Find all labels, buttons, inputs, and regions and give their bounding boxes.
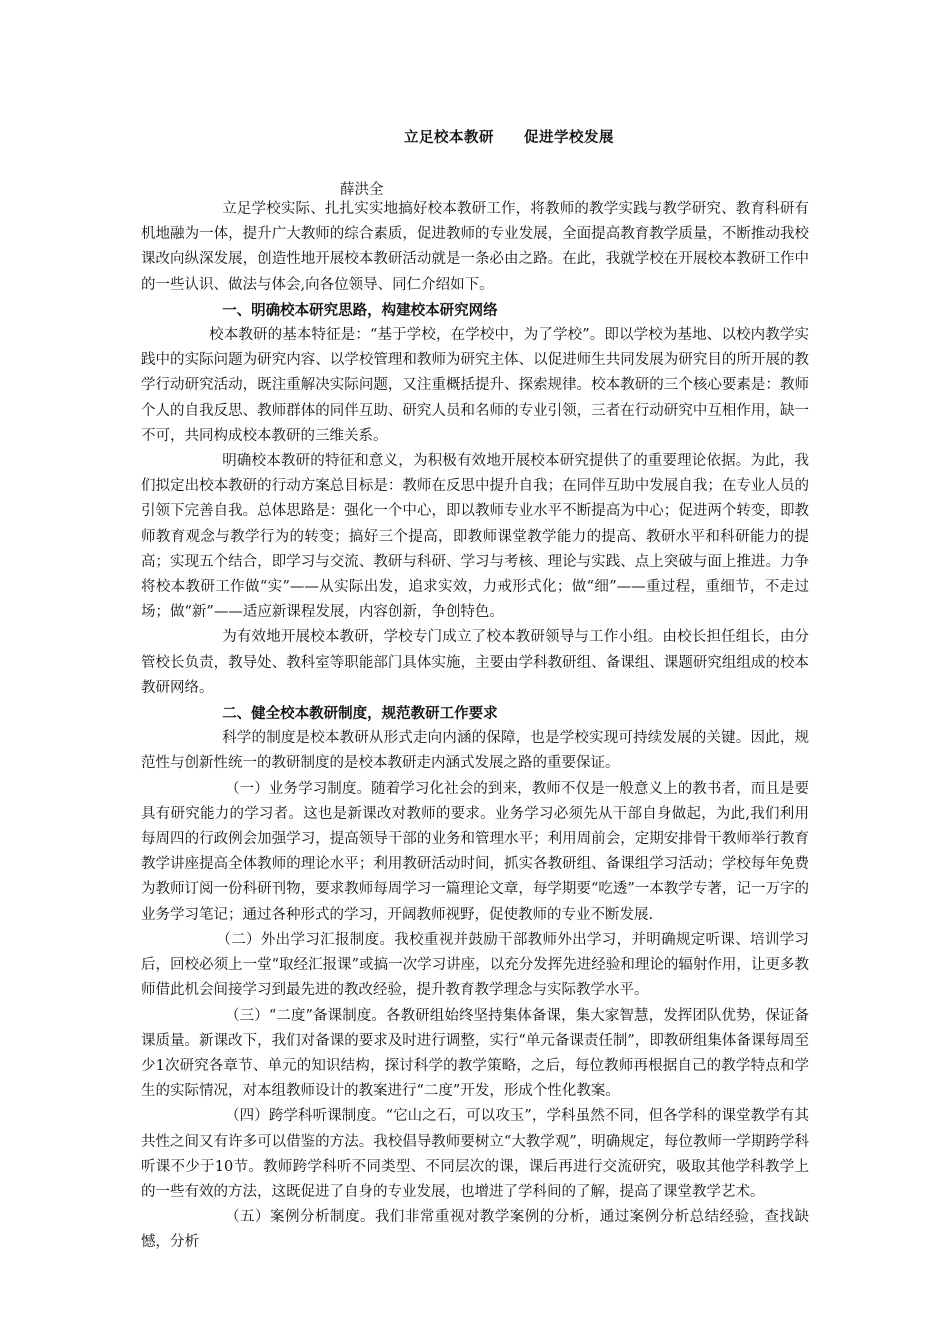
- section-2-paragraph-4: （三）“二度”备课制度。各教研组始终坚持集体备课，集大家智慧，发挥团队优势，保证备课质量。新课改下，我们对备课的要求及时进行调整，实行“单元备课责任制”，即教研组集体备课每周至少1次研究各章节、单元的知识结构，探讨科学的教学策略，之后，每位教师再根据自己的教学特点和学生的实际情况，对本组教师设计的教案进行“二度”开发，形成个性化教案。: [141, 1007, 809, 1100]
- section-1-paragraph-3: 为有效地开展校本教研，学校专门成立了校本教研领导与工作小组。由校长担任组长，由分管校长负责，教导处、教科室等职能部门具体实施，主要由学科教研组、备课组、课题研究组组成的校本教研网络。: [141, 629, 809, 696]
- section-2-paragraph-2: （一）业务学习制度。随着学习化社会的到来，教师不仅是一般意义上的教书者，而且是要具有研究能力的学习者。这也是新课改对教师的要求。业务学习必须先从干部自身做起，为此,我们利用每周四的行政例会加强学习，提高领导干部的业务和管理水平；利用周前会，定期安排骨干教师举行教育教学讲座提高全体教师的理论水平；利用教研活动时间，抓实各教研组、备课组学习活动；学校每年免费为教师订阅一份科研刊物，要求教师每周学习一篇理论文章，每学期要“吃透”一本教学专著，记一万字的业务学习笔记；通过各种形式的学习，开阔教师视野，促使教师的专业不断发展.: [141, 780, 809, 923]
- section-1-paragraph-2: 明确校本教研的特征和意义，为积极有效地开展校本研究提供了的重要理论依据。为此，我们拟定出校本教研的行动方案总目标是：教师在反思中提升自我；在同伴互助中发展自我；在专业人员的引领下完善自我。总体思路是：强化一个中心，即以教师专业水平不断提高为中心；促进两个转变，即教师教育观念与教学行为的转变；搞好三个提高，即教师课堂教学能力的提高、教研水平和科研能力的提高；实现五个结合，即学习与交流、教研与科研、学习与考核、理论与实践、点上突破与面上推进。力争将校本教研工作做“实”——从实际出发，追求实效，力戒形式化；做“细”——重过程，重细节，不走过场；做“新”——适应新课程发展，内容创新，争创特色。: [141, 453, 809, 621]
- document-title: 立足校本教研 促进学校发展: [404, 129, 614, 146]
- section-2-heading: 二、健全校本教研制度，规范教研工作要求: [222, 705, 498, 723]
- intro-paragraph: 立足学校实际、扎扎实实地搞好校本教研工作，将教师的教学实践与教学研究、教育科研有机地融为一体，提升广大教师的综合素质，促进教师的专业发展，全面提高教育教学质量，不断推动我校课改向纵深发展，创造性地开展校本教研活动就是一条必由之路。在此，我就学校在开展校本教研工作中的一些认识、做法与体会,向各位领导、同仁介绍如下。: [141, 201, 809, 293]
- section-2-paragraph-5: （四）跨学科听课制度。“它山之石，可以攻玉”，学科虽然不同，但各学科的课堂教学有其共性之间又有许多可以借鉴的方法。我校倡导教师要树立“大教学观”，明确规定，每位教师一学期跨学科听课不少于10节。教师跨学科听不同类型、不同层次的课，课后再进行交流研究，吸取其他学科教学上的一些有效的方法，这既促进了自身的专业发展，也增进了学科间的了解，提高了课堂教学艺术。: [141, 1108, 809, 1200]
- section-1-paragraph-1: 校本教研的基本特征是：“基于学校，在学校中，为了学校”。即以学校为基地、以校内教学实践中的实际问题为研究内容、以学校管理和教师为研究主体、以促进师生共同发展为研究目的所开展的教学行动研究活动，既注重解决实际问题，又注重概括提升、探索规律。校本教研的三个核心要素是：教师个人的自我反思、教师群体的同伴互助、研究人员和名师的专业引领，三者在行动研究中互相作用，缺一不可，共同构成校本教研的三维关系。: [141, 327, 809, 444]
- document-body: [141, 197, 809, 1256]
- section-2-paragraph-1: 科学的制度是校本教研从形式走向内涵的保障，也是学校实现可持续发展的关键。因此，规范性与创新性统一的教研制度的是校本教研走内涵式发展之路的重要保证。: [141, 730, 809, 772]
- section-1-heading: 一、明确校本研究思路，构建校本研究网络: [222, 301, 498, 319]
- document-author: 薛洪全: [340, 182, 384, 198]
- section-2-paragraph-3: （二）外出学习汇报制度。我校重视并鼓励干部教师外出学习，并明确规定听课、培训学习后，回校必须上一堂“取经汇报课”或搞一次学习讲座，以充分发挥先进经验和理论的辐射作用，让更多教师借此机会间接学习到最先进的教改经验，提升教育教学理念与实际教学水平。: [141, 931, 809, 999]
- section-2-paragraph-6: （五）案例分析制度。我们非常重视对教学案例的分析，通过案例分析总结经验，查找缺憾，分析: [141, 1209, 809, 1251]
